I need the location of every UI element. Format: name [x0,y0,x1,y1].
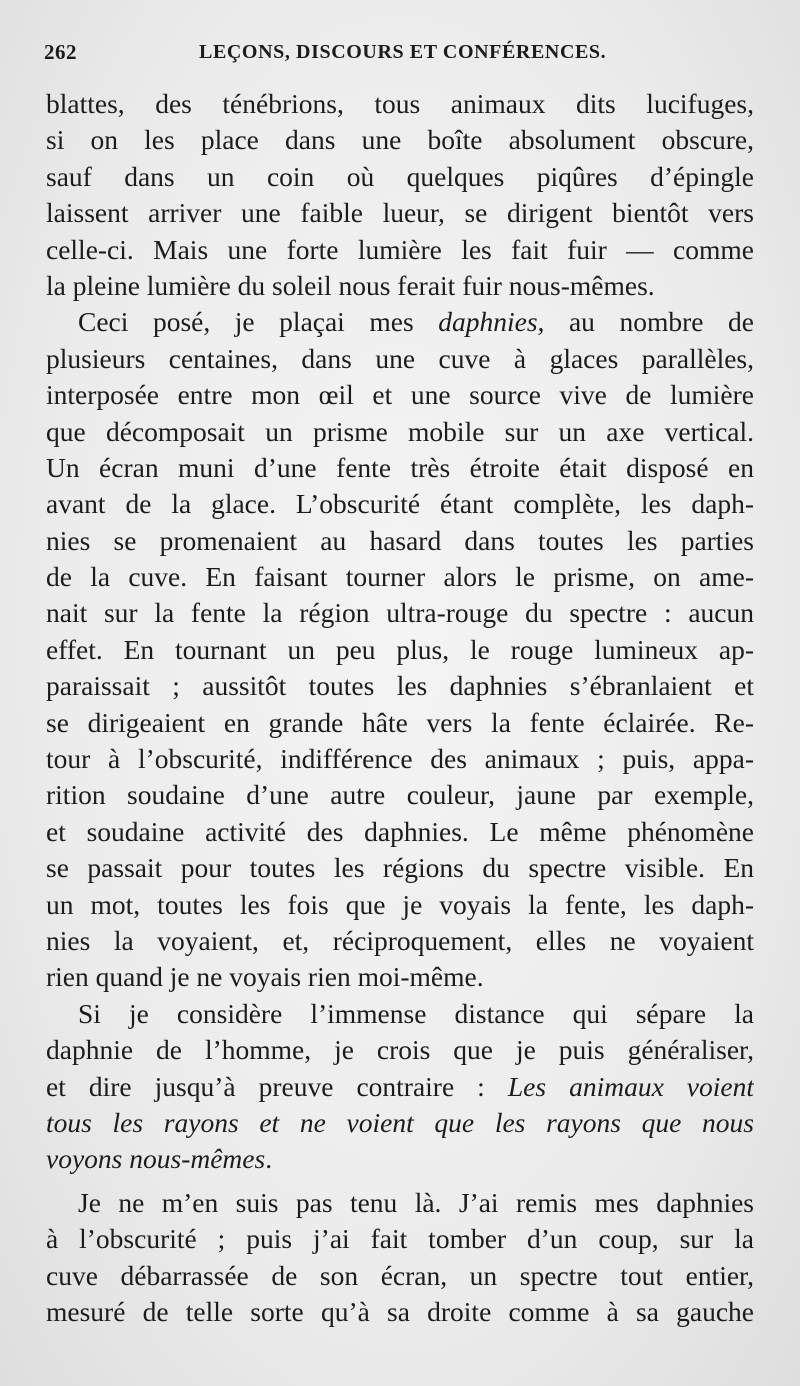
text-line: se dirigeaient en grande hâte vers la fente éclairée. Re- [46,706,754,738]
text-line: à l’obscurité ; puis j’ai fait tomber d’un coup, sur la [46,1223,754,1255]
text-line: celle-ci. Mais une forte lumière les fait fuir — comme [46,233,754,265]
text-line: laissent arriver une faible lueur, se dirigent bientôt vers [46,197,754,229]
text-line: interposée entre mon œil et une source vive de lumière [46,379,754,411]
text-line: mesuré de telle sorte qu’à sa droite comme à sa gauche [46,1295,754,1327]
page-number: 262 [44,40,77,64]
text-line: avant de la glace. L’obscurité étant complète, les daph- [46,488,754,520]
paragraph-start-line: Ceci posé, je plaçai mes daphnies, au nombre de [78,306,754,338]
text-line: daphnie de l’homme, je crois que je puis généraliser, [46,1034,754,1066]
running-head: LEÇONS, DISCOURS ET CONFÉRENCES. [199,41,607,63]
text-line: Un écran muni d’une fente très étroite était disposé en [46,451,754,483]
text-line: blattes, des ténébrions, tous animaux dits lucifuges, [46,88,754,119]
text-line: un mot, toutes les fois que je voyais la fente, les daph- [46,888,754,920]
paragraph-start-line: Je ne m’en suis pas tenu là. J’ai remis mes daphnies [78,1186,754,1218]
text-line: que décomposait un prisme mobile sur un axe vertical. [46,415,754,447]
text-line: cuve débarrassée de son écran, un spectre tout entier, [46,1259,754,1291]
text-line: nait sur la fente la région ultra-rouge du spectre : aucun [46,597,754,629]
body-text [46,86,754,1330]
paragraph-end-line: la pleine lumière du soleil nous ferait fuir nous-mêmes. [46,269,655,301]
text-line: tous les rayons et ne voient que les rayons que nous [46,1106,754,1138]
text-line: nies la voyaient, et, réciproquement, elles ne voyaient [46,924,754,956]
text-line: nies se promenaient au hasard dans toutes les parties [46,524,754,556]
paragraph-end-line: voyons nous-mêmes. [46,1143,273,1175]
text-line: rition soudaine d’une autre couleur, jaune par exemple, [46,779,754,811]
text-line: et dire jusqu’à preuve contraire : Les animaux voient [46,1070,754,1102]
text-line: effet. En tournant un peu plus, le rouge lumineux ap- [46,633,754,665]
page-header [44,40,756,74]
text-line: tour à l’obscurité, indifférence des animaux ; puis, appa- [46,743,754,775]
text-line: de la cuve. En faisant tourner alors le prisme, on ame- [46,561,754,593]
text-line: et soudaine activité des daphnies. Le même phénomène [46,815,754,847]
paragraph-end-line: rien quand je ne voyais rien moi-même. [46,961,484,993]
text-line: sauf dans un coin où quelques piqûres d’épingle [46,160,754,192]
text-line: paraissait ; aussitôt toutes les daphnies s’ébranlaient et [46,670,754,702]
text-line: si on les place dans une boîte absolument obscure, [46,124,754,156]
text-line: plusieurs centaines, dans une cuve à glaces parallèles, [46,342,754,374]
paragraph-start-line: Si je considère l’immense distance qui sépare la [78,997,754,1029]
text-line: se passait pour toutes les régions du spectre visible. En [46,852,754,884]
